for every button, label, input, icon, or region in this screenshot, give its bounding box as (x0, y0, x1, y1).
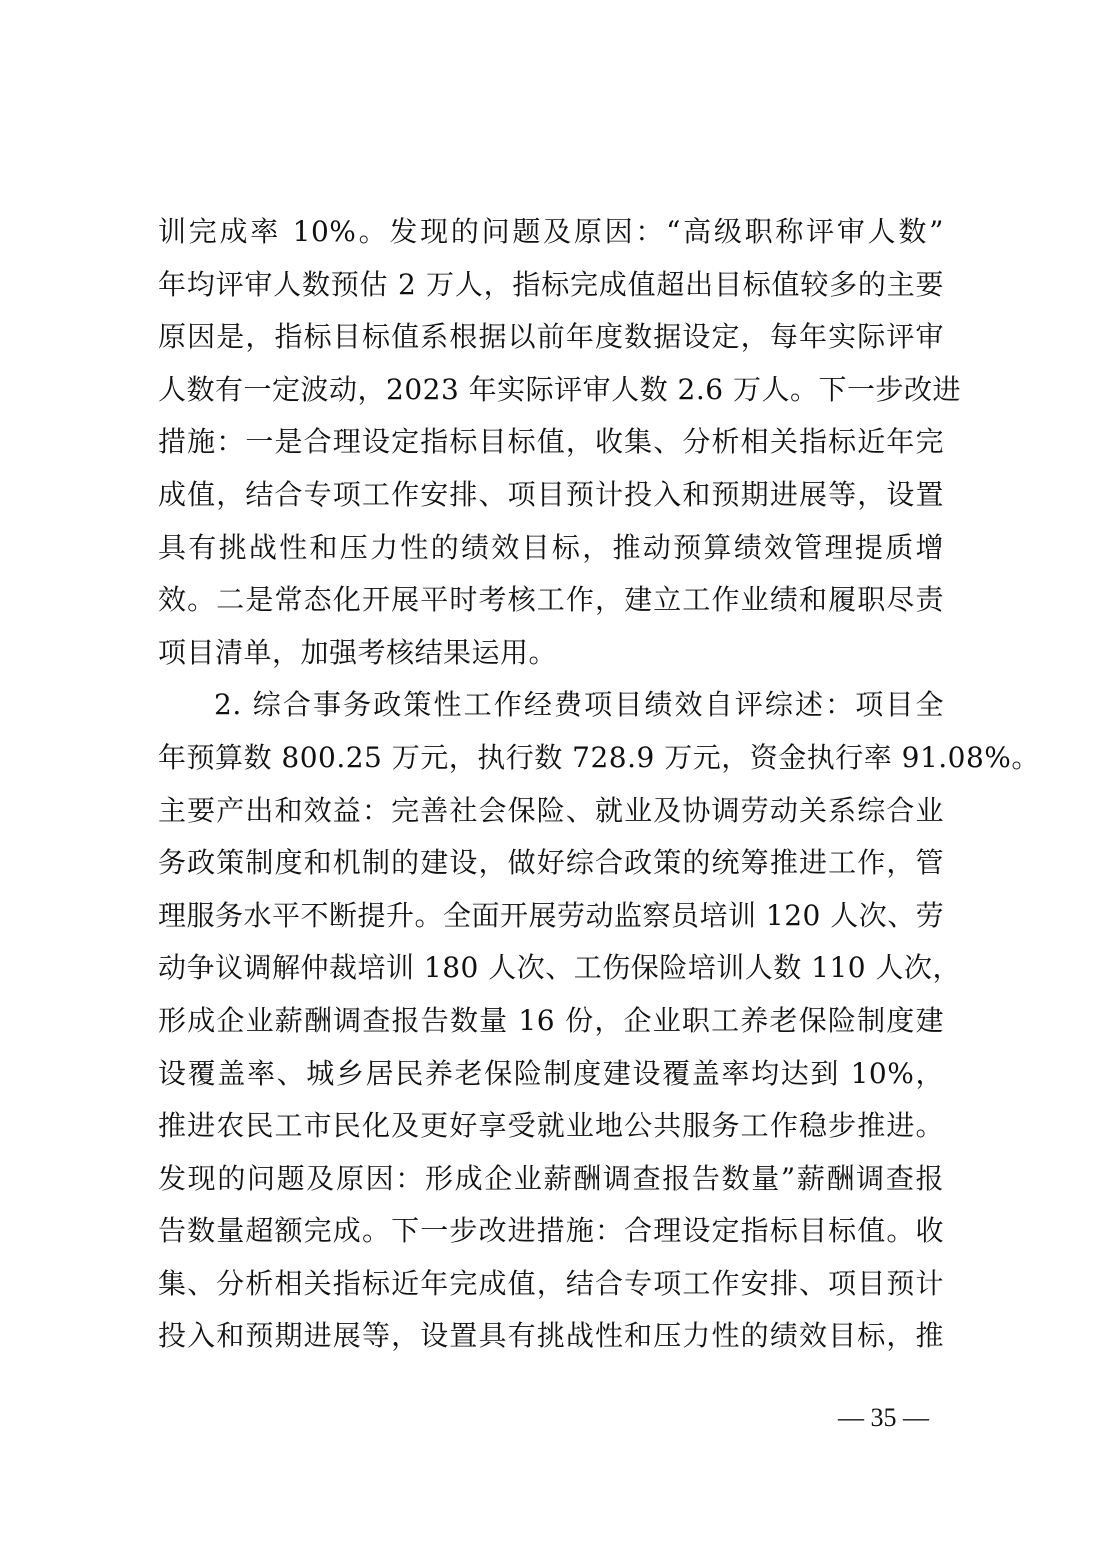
text-line: 效。二是常态化开展平时考核工作，建立工作业绩和履职尽责 (158, 583, 944, 617)
text-line: 投入和预期进展等，设置具有挑战性和压力性的绩效目标，推 (158, 1319, 944, 1353)
text-line: 设覆盖率、城乡居民养老保险制度建设覆盖率均达到 10%， (158, 1056, 944, 1090)
text-line: 告数量超额完成。下一步改进措施：合理设定指标目标值。收 (158, 1214, 944, 1248)
body-text (158, 206, 1040, 1363)
text-line: 务政策制度和机制的建设，做好综合政策的统筹推进工作，管 (158, 846, 944, 880)
text-line: 具有挑战性和压力性的绩效目标，推动预算绩效管理提质增 (158, 530, 944, 564)
text-line: 主要产出和效益：完善社会保险、就业及协调劳动关系综合业 (158, 793, 944, 827)
text-line: 项目清单，加强考核结果运用。 (158, 635, 558, 669)
text-line: 年均评审人数预估 2 万人，指标完成值超出目标值较多的主要 (158, 267, 944, 301)
text-line: 推进农民工市民化及更好享受就业地公共服务工作稳步推进。 (158, 1109, 944, 1143)
text-line: 成值，结合专项工作安排、项目预计投入和预期进展等，设置 (158, 477, 944, 511)
text-line: 原因是，指标目标值系根据以前年度数据设定，每年实际评审 (158, 320, 944, 354)
page-number: — 35 — (838, 1403, 929, 1432)
text-line: 训完成率 10%。发现的问题及原因：“高级职称评审人数” (158, 215, 944, 248)
text-line: 年预算数 800.25 万元，执行数 728.9 万元，资金执行率 91.08%。 (158, 740, 1040, 774)
text-line: 动争议调解仲裁培训 180 人次、工伤保险培训人数 110 人次， (158, 951, 961, 985)
text-line: 措施：一是合理设定指标目标值，收集、分析相关指标近年完 (158, 425, 944, 459)
numbered-paragraph-start: 2. 综合事务政策性工作经费项目绩效自评综述：项目全 (214, 688, 944, 722)
text-line: 集、分析相关指标近年完成值，结合专项工作安排、项目预计 (158, 1266, 944, 1300)
text-line: 人数有一定波动，2023 年实际评审人数 2.6 万人。下一步改进 (158, 372, 961, 406)
text-line: 形成企业薪酬调查报告数量 16 份，企业职工养老保险制度建 (158, 1003, 944, 1037)
text-line: 理服务水平不断提升。全面开展劳动监察员培训 120 人次、劳 (158, 898, 945, 932)
text-line: 发现的问题及原因：形成企业薪酬调查报告数量”薪酬调查报 (158, 1161, 944, 1195)
